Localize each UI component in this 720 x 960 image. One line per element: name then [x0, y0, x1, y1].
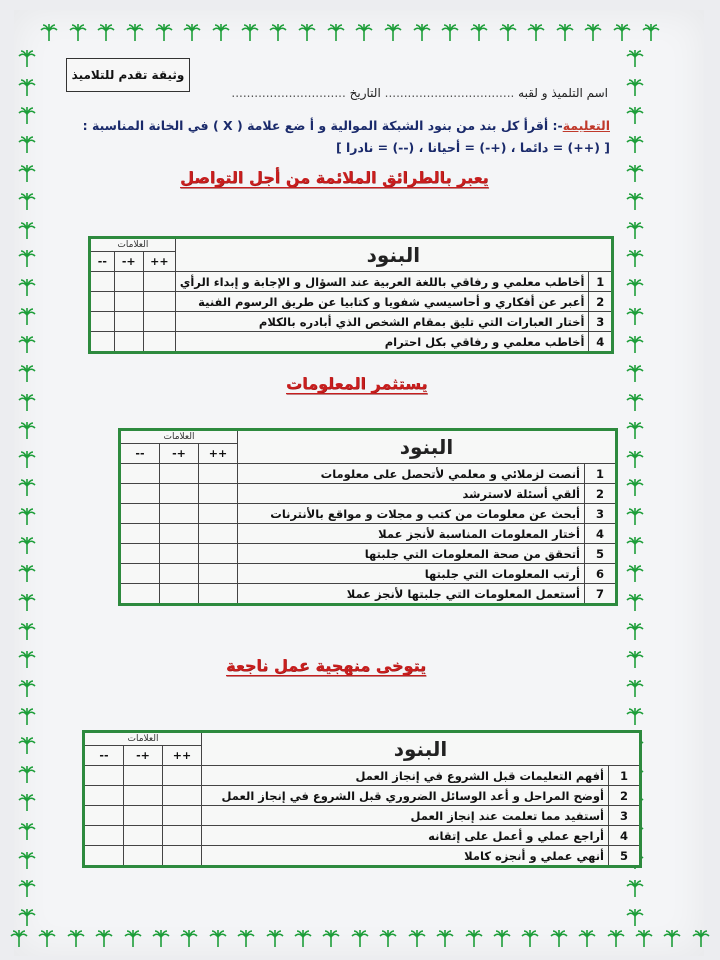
- palm-tree-icon: [18, 107, 36, 128]
- mark-cell[interactable]: [199, 564, 238, 584]
- palm-tree-icon: [322, 930, 340, 951]
- item-number: 5: [609, 846, 641, 867]
- mark-cell[interactable]: [120, 584, 160, 605]
- palm-tree-icon: [626, 708, 644, 729]
- palm-tree-icon: [521, 930, 539, 951]
- items-table-3: [82, 730, 642, 868]
- palm-tree-icon: [626, 222, 644, 243]
- palm-tree-icon: [18, 680, 36, 701]
- items-header: البنود: [175, 238, 612, 272]
- item-text: أبحث عن معلومات من كتب و مجلات و مواقع بالأنترنات: [238, 504, 585, 524]
- mark-cell[interactable]: [160, 564, 199, 584]
- palm-tree-icon: [493, 930, 511, 951]
- mark-column-header: ++: [199, 444, 238, 464]
- item-text: أفهم التعليمات قبل الشروع في إنجاز العمل: [202, 766, 609, 786]
- table-row: [120, 584, 617, 605]
- mark-cell[interactable]: [143, 332, 175, 353]
- item-number: 6: [585, 564, 617, 584]
- palm-tree-icon: [642, 24, 660, 45]
- table-row: [120, 504, 617, 524]
- palm-tree-icon: [626, 193, 644, 214]
- palm-tree-icon: [18, 165, 36, 186]
- item-number: 3: [585, 504, 617, 524]
- palm-tree-icon: [18, 766, 36, 787]
- item-number: 3: [609, 806, 641, 826]
- palm-tree-icon: [69, 24, 87, 45]
- palm-tree-icon: [18, 451, 36, 472]
- palm-tree-icon: [18, 422, 36, 443]
- palm-tree-icon: [67, 930, 85, 951]
- mark-cell[interactable]: [160, 584, 199, 605]
- student-info-line: [231, 86, 608, 100]
- palm-tree-icon: [180, 930, 198, 951]
- palm-tree-icon: [626, 79, 644, 100]
- palm-tree-icon: [18, 823, 36, 844]
- mark-cell[interactable]: [84, 786, 124, 806]
- instruction-text: -: أقرأ كل بند من بنود الشبكة الموالية و أ ضع علامة ( X ) في الخانة المناسبة :: [82, 118, 563, 133]
- item-text: أوضح المراحل و أعد الوسائل الضروري قبل الشروع في إنجاز العمل: [202, 786, 609, 806]
- student-name-field[interactable]: ..................................: [384, 86, 515, 100]
- palm-tree-icon: [18, 222, 36, 243]
- palm-tree-icon: [10, 930, 28, 951]
- item-text: أخاطب معلمي و رفاقي باللغة العربية عند السؤال و الإجابة و إبداء الرأي: [175, 272, 589, 292]
- palm-tree-icon: [556, 24, 574, 45]
- table-row: [120, 544, 617, 564]
- palm-tree-icon: [18, 250, 36, 271]
- mark-cell[interactable]: [120, 484, 160, 504]
- mark-cell[interactable]: [120, 504, 160, 524]
- palm-tree-icon: [18, 279, 36, 300]
- palm-tree-icon: [18, 794, 36, 815]
- palm-tree-icon: [692, 930, 710, 951]
- palm-tree-icon: [626, 909, 644, 930]
- table-row: [84, 786, 641, 806]
- item-number: 4: [585, 524, 617, 544]
- mark-column-header: +-: [124, 746, 163, 766]
- palm-tree-icon: [465, 930, 483, 951]
- date-field[interactable]: ..............................: [231, 86, 346, 100]
- items-header: البنود: [238, 430, 617, 464]
- palm-tree-icon: [626, 451, 644, 472]
- mark-cell[interactable]: [163, 806, 202, 826]
- palm-tree-icon: [626, 565, 644, 586]
- item-number: 2: [589, 292, 613, 312]
- palm-tree-icon: [38, 930, 56, 951]
- mark-cell[interactable]: [199, 524, 238, 544]
- document-title: وثيقة تقدم للتلاميذ: [71, 68, 185, 82]
- item-text: أستعمل المعلومات التي جلبتها لأنجز عملا: [238, 584, 585, 605]
- palm-tree-icon: [18, 50, 36, 71]
- palm-tree-icon: [40, 24, 58, 45]
- section-title-2: يستثمر المعلومات: [286, 374, 428, 393]
- palm-tree-icon: [266, 930, 284, 951]
- mark-cell[interactable]: [120, 524, 160, 544]
- mark-cell[interactable]: [84, 766, 124, 786]
- palm-tree-icon: [18, 537, 36, 558]
- student-name-label: اسم التلميذ و لقبه: [518, 86, 608, 100]
- palm-tree-icon: [124, 930, 142, 951]
- palm-tree-icon: [18, 508, 36, 529]
- palm-tree-icon: [441, 24, 459, 45]
- item-text: أختار العبارات التي تليق بمقام الشخص الذي أبادره بالكلام: [175, 312, 589, 332]
- mark-column-header: --: [90, 252, 115, 272]
- section-title-1: يعبر بالطرائق الملائمة من أجل التواصل: [180, 168, 489, 187]
- palm-tree-icon: [626, 50, 644, 71]
- item-text: أستفيد مما تعلمت عند إنجاز العمل: [202, 806, 609, 826]
- date-label: التاريخ: [349, 86, 381, 100]
- mark-cell[interactable]: [163, 766, 202, 786]
- palm-tree-icon: [18, 479, 36, 500]
- palm-tree-icon: [18, 394, 36, 415]
- item-text: أتحقق من صحة المعلومات التي جلبتها: [238, 544, 585, 564]
- table-row: [120, 524, 617, 544]
- palm-tree-icon: [384, 24, 402, 45]
- palm-tree-icon: [626, 165, 644, 186]
- palm-tree-icon: [18, 708, 36, 729]
- item-text: ألقي أسئلة لاسترشد: [238, 484, 585, 504]
- palm-tree-icon: [152, 930, 170, 951]
- mark-cell[interactable]: [114, 292, 143, 312]
- mark-column-header: --: [120, 444, 160, 464]
- palm-tree-icon: [550, 930, 568, 951]
- mark-cell[interactable]: [199, 464, 238, 484]
- mark-cell[interactable]: [84, 826, 124, 846]
- mark-cell[interactable]: [90, 292, 115, 312]
- item-number: 1: [589, 272, 613, 292]
- mark-cell[interactable]: [160, 544, 199, 564]
- item-text: أخاطب معلمي و رفاقي بكل احترام: [175, 332, 589, 353]
- table-row: [84, 826, 641, 846]
- mark-cell[interactable]: [199, 544, 238, 564]
- mark-cell[interactable]: [90, 312, 115, 332]
- palm-tree-icon: [212, 24, 230, 45]
- palm-border-left: [18, 50, 36, 930]
- palm-tree-icon: [413, 24, 431, 45]
- palm-tree-icon: [97, 24, 115, 45]
- items-table-1: [88, 236, 614, 354]
- palm-tree-icon: [209, 930, 227, 951]
- mark-cell[interactable]: [90, 332, 115, 353]
- mark-column-header: +-: [160, 444, 199, 464]
- mark-column-header: --: [84, 746, 124, 766]
- mark-cell[interactable]: [120, 464, 160, 484]
- palm-tree-icon: [18, 880, 36, 901]
- palm-tree-icon: [527, 24, 545, 45]
- item-text: أرتب المعلومات التي جلبتها: [238, 564, 585, 584]
- palm-tree-icon: [626, 107, 644, 128]
- palm-tree-icon: [626, 422, 644, 443]
- palm-tree-icon: [379, 930, 397, 951]
- item-number: 1: [585, 464, 617, 484]
- table-row: [90, 292, 613, 312]
- mark-cell[interactable]: [160, 484, 199, 504]
- mark-cell[interactable]: [114, 272, 143, 292]
- palm-tree-icon: [626, 680, 644, 701]
- item-number: 2: [609, 786, 641, 806]
- palm-tree-icon: [237, 930, 255, 951]
- palm-tree-icon: [607, 930, 625, 951]
- palm-border-top: [40, 24, 660, 45]
- palm-tree-icon: [18, 308, 36, 329]
- palm-tree-icon: [269, 24, 287, 45]
- item-text: أراجع عملي و أعمل على إتقانه: [202, 826, 609, 846]
- table-row: [120, 464, 617, 484]
- mark-cell[interactable]: [160, 464, 199, 484]
- palm-tree-icon: [436, 930, 454, 951]
- palm-tree-icon: [126, 24, 144, 45]
- item-text: أنصت لزملائي و معلمي لأتحصل على معلومات: [238, 464, 585, 484]
- palm-tree-icon: [626, 394, 644, 415]
- item-text: أعبر عن أفكاري و أحاسيسي شفويا و كتابيا عن طريق الرسوم الفنية: [175, 292, 589, 312]
- palm-border-bottom: [10, 930, 710, 951]
- mark-cell[interactable]: [120, 544, 160, 564]
- mark-cell[interactable]: [199, 484, 238, 504]
- palm-tree-icon: [18, 79, 36, 100]
- mark-cell[interactable]: [160, 524, 199, 544]
- item-text: أختار المعلومات المناسبة لأنجز عملا: [238, 524, 585, 544]
- mark-cell[interactable]: [163, 846, 202, 867]
- mark-cell[interactable]: [124, 766, 163, 786]
- palm-tree-icon: [635, 930, 653, 951]
- mark-cell[interactable]: [124, 826, 163, 846]
- instruction-label: التعليمة: [562, 118, 610, 133]
- table-row: [90, 332, 613, 353]
- palm-tree-icon: [499, 24, 517, 45]
- item-number: 4: [589, 332, 613, 353]
- palm-tree-icon: [626, 479, 644, 500]
- mark-cell[interactable]: [124, 806, 163, 826]
- document-title-box: [66, 58, 190, 92]
- palm-tree-icon: [408, 930, 426, 951]
- instruction-line: [82, 118, 610, 133]
- item-number: 7: [585, 584, 617, 605]
- palm-tree-icon: [18, 594, 36, 615]
- mark-cell[interactable]: [163, 826, 202, 846]
- table-row: [84, 846, 641, 867]
- palm-tree-icon: [626, 651, 644, 672]
- palm-tree-icon: [298, 24, 316, 45]
- palm-tree-icon: [294, 930, 312, 951]
- palm-tree-icon: [327, 24, 345, 45]
- palm-tree-icon: [95, 930, 113, 951]
- palm-tree-icon: [241, 24, 259, 45]
- palm-tree-icon: [626, 880, 644, 901]
- palm-tree-icon: [626, 537, 644, 558]
- palm-tree-icon: [626, 594, 644, 615]
- palm-tree-icon: [355, 24, 373, 45]
- palm-tree-icon: [18, 193, 36, 214]
- items-header: البنود: [202, 732, 641, 766]
- mark-cell[interactable]: [90, 272, 115, 292]
- item-text: أنهي عملي و أنجزه كاملا: [202, 846, 609, 867]
- palm-tree-icon: [626, 365, 644, 386]
- palm-tree-icon: [18, 909, 36, 930]
- mark-cell[interactable]: [143, 272, 175, 292]
- palm-tree-icon: [18, 336, 36, 357]
- palm-tree-icon: [18, 737, 36, 758]
- item-number: 4: [609, 826, 641, 846]
- mark-cell[interactable]: [84, 806, 124, 826]
- mark-column-header: ++: [143, 252, 175, 272]
- mark-cell[interactable]: [114, 312, 143, 332]
- palm-tree-icon: [183, 24, 201, 45]
- mark-cell[interactable]: [143, 292, 175, 312]
- item-number: 2: [585, 484, 617, 504]
- mark-cell[interactable]: [124, 786, 163, 806]
- palm-tree-icon: [18, 623, 36, 644]
- table-row: [120, 564, 617, 584]
- palm-tree-icon: [18, 565, 36, 586]
- mark-cell[interactable]: [199, 504, 238, 524]
- palm-tree-icon: [626, 279, 644, 300]
- mark-cell[interactable]: [160, 504, 199, 524]
- instruction-legend: [ (++) = دائما ، (+-) = أحيانا ، (--) = نادرا ]: [335, 140, 610, 155]
- palm-tree-icon: [18, 651, 36, 672]
- palm-tree-icon: [18, 365, 36, 386]
- mark-cell[interactable]: [120, 564, 160, 584]
- mark-column-header: ++: [163, 746, 202, 766]
- palm-tree-icon: [626, 250, 644, 271]
- palm-tree-icon: [584, 24, 602, 45]
- palm-tree-icon: [18, 136, 36, 157]
- mark-cell[interactable]: [84, 846, 124, 867]
- table-row: [84, 806, 641, 826]
- mark-cell[interactable]: [124, 846, 163, 867]
- item-number: 3: [589, 312, 613, 332]
- palm-tree-icon: [470, 24, 488, 45]
- palm-tree-icon: [663, 930, 681, 951]
- item-number: 5: [585, 544, 617, 564]
- mark-cell[interactable]: [114, 332, 143, 353]
- marks-header: العلامات: [120, 430, 238, 444]
- palm-tree-icon: [626, 308, 644, 329]
- table-row: [90, 272, 613, 292]
- marks-header: العلامات: [90, 238, 176, 252]
- table-row: [90, 312, 613, 332]
- palm-tree-icon: [626, 623, 644, 644]
- palm-tree-icon: [626, 136, 644, 157]
- palm-tree-icon: [613, 24, 631, 45]
- palm-tree-icon: [626, 508, 644, 529]
- instruction-legend-line: [90, 140, 610, 155]
- table-row: [84, 766, 641, 786]
- marks-header: العلامات: [84, 732, 202, 746]
- mark-cell[interactable]: [143, 312, 175, 332]
- palm-tree-icon: [626, 336, 644, 357]
- mark-column-header: +-: [114, 252, 143, 272]
- mark-cell[interactable]: [199, 584, 238, 605]
- table-row: [120, 484, 617, 504]
- items-table-2: [118, 428, 618, 606]
- palm-tree-icon: [155, 24, 173, 45]
- palm-tree-icon: [351, 930, 369, 951]
- palm-tree-icon: [578, 930, 596, 951]
- mark-cell[interactable]: [163, 786, 202, 806]
- item-number: 1: [609, 766, 641, 786]
- section-title-3: يتوخى منهجية عمل ناجعة: [226, 656, 426, 675]
- palm-tree-icon: [18, 852, 36, 873]
